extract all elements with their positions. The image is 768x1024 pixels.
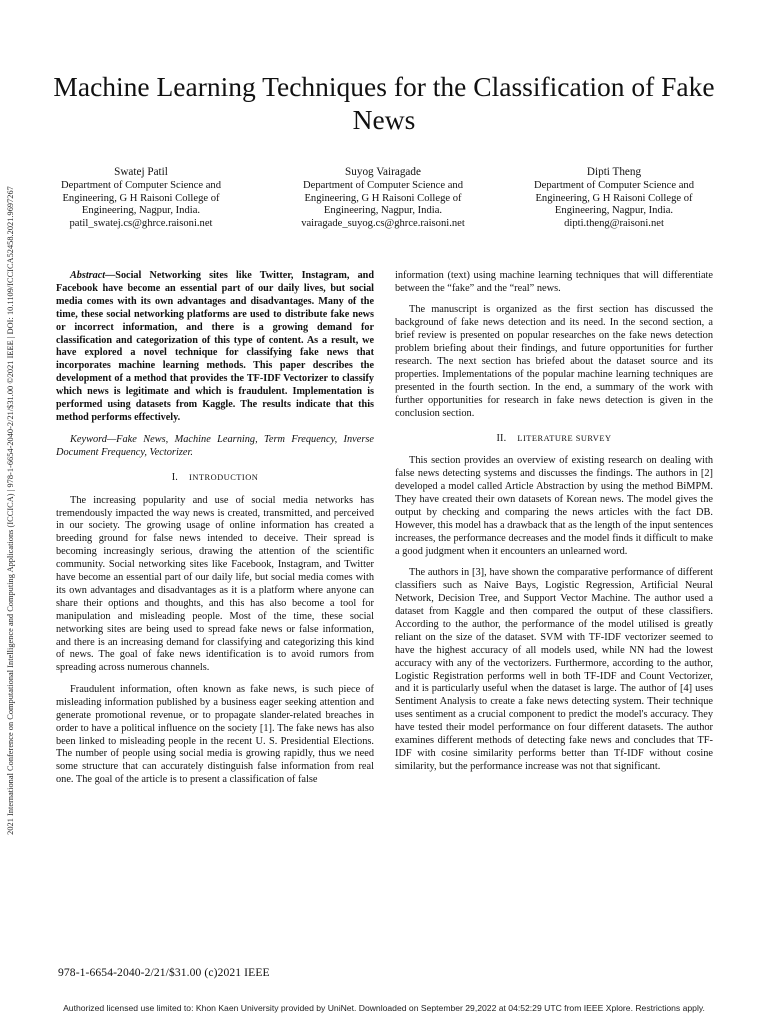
author-block [36, 166, 246, 231]
section-number: II. [496, 432, 507, 444]
paragraph: information (text) using machine learning techniques that will differentiate between the “fake” and the “real” news. [395, 270, 713, 294]
author-affiliation: Engineering, G H Raisoni College of [535, 192, 693, 204]
license-notice: Authorized licensed use limited to: Khon Kaen University provided by UniNet. Downloaded on September 29,2022 at 04:52:29 UTC from IEEE Xplore. Restrictions apply. [63, 1003, 705, 1013]
doi-sidebar-text: 2021 International Conference on Computational Intelligence and Computing Applications (ICCICA) | 978-1-6654-2040-2/21/$31.00 ©2021 IEEE | DOI: 10.1109/ICCICA52458.2021.9697267 [5, 185, 15, 835]
abstract-text: —Social Networking sites like Twitter, Instagram, and Facebook have become an essential part of our daily lives, but social media comes with its own advantages and disadvantages. Many of the time, these social networking platforms are used to distribute fake news or incorrect information, and there is a growing demand for classification and categorization of this type of content. As a result, we have explored a novel technique for classifying fake news that incorporates machine learning methods. This paper describes the development of a method that provides the TF-IDF Vectorizer to classify which news is legitimate and which is fraudulent. Implementation is performed using datasets from Kaggle. The results indicate that this method performs effectively. [56, 270, 374, 423]
paragraph: The increasing popularity and use of social media networks has tremendously impacted the way news is created, transmitted, and perceived in our society. The growing usage of online information has created a breeding ground for false news intended to deceive. Their spread is becoming increasingly serious, drawing the attention of the scientific community. Social networking sites like Facebook, Instagram, and Twitter have become an essential part of our daily life, but social media comes with its own advantages and disadvantages as it is a platform where anyone can share their options and thoughts, and this has also become a tool for manipulation and misleading people. Most of the time, these social networking sites are being used to spread fake news or false information, and there is an increasing demand for classifying and categorizing this kind of news. The goal of fake news identification is to avoid rumors from spreading across numerous channels. [56, 494, 374, 674]
abstract [56, 270, 374, 425]
doi-sidebar [2, 134, 18, 886]
author-affiliation: Engineering, G H Raisoni College of [304, 192, 462, 204]
paper-title: Machine Learning Techniques for the Classification of Fake News [53, 71, 715, 135]
section-title: LITERATURE SURVEY [517, 433, 612, 443]
author-affiliation: Department of Computer Science and [533, 179, 695, 191]
author-affiliation: Engineering, Nagpur, India. [554, 205, 674, 217]
left-column [56, 270, 374, 796]
section-number: I. [171, 471, 179, 483]
paragraph: Fraudulent information, often known as fake news, is such piece of misleading information published by a business eager seeking attention and generate promotional revenue, or to propagate slander-related breaches in order to have a political influence on the society [1]. The fake news has also been linked to misleading people in the recent U. S. Presidential Elections. The number of people using social media is growing rapidly, thus we need some structure that can accurately distinguish false information from real one. The goal of the article is to present a classification of false [56, 683, 374, 786]
author-affiliation: Engineering, Nagpur, India. [81, 205, 201, 217]
author-email: dipti.theng@raisoni.net [564, 218, 664, 230]
author-affiliation: Department of Computer Science and [60, 179, 222, 191]
paragraph: The authors in [3], have shown the comparative performance of different classifiers such as Naive Bays, Logistic Regression, Artificial Neural Network, Decision Tree, and Support Vector Machine. The author used a dataset from Kaggle and then compared the output of these classifiers. According to the author, the performance of the model utilised is greatly reliant on the size of the dataset. SVM with TF-IDF vectorizer seemed to have the highest accuracy of all models used, while NN had the lowest accuracy with any of the vectorizers. Furthermore, according to the author, Logistic Registration performs well in both TF-IDF and Count Vectorizer, and it is particularly useful when the dataset is large. The author of [4] uses Sentiment Analysis to create a fake news detecting system. Their technique uses sentiment as a crucial component to predict the model's accuracy. They have tested their model performance on four different datasets. The author examines different methods of detecting fake news and concludes that TF-IDF with cosine similarity performs better than Tf-IDF without cosine similarity, but the performance increase was not that significant. [395, 567, 713, 772]
copyright-footer: 978-1-6654-2040-2/21/$31.00 (c)2021 IEEE [58, 966, 270, 979]
author-affiliation: Department of Computer Science and [302, 179, 464, 191]
author-name: Suyog Vairagade [345, 166, 421, 178]
section-title: INTRODUCTION [189, 472, 259, 482]
right-column [395, 270, 713, 782]
author-block [509, 166, 719, 231]
author-affiliation: Engineering, G H Raisoni College of [62, 192, 220, 204]
author-affiliation: Engineering, Nagpur, India. [323, 205, 443, 217]
author-email: vairagade_suyog.cs@ghrce.raisoni.net [301, 218, 465, 230]
abstract-label: Abstract [70, 270, 106, 281]
paragraph: This section provides an overview of existing research on dealing with false news detecting systems and discusses the findings. The authors in [2] developed a model called Article Abstraction by using the method BiMPM. They have created their own datasets of Korean news. The model gives the output by checking and comparing the news articles with the fact DB. However, this model has a drawback that as the length of the input sentences increases, the performance decreases and the model finds it difficult to make a good judgment when it encounters an unlearned word. [395, 455, 713, 557]
author-email: patil_swatej.cs@ghrce.raisoni.net [69, 218, 213, 230]
section-heading-literature-survey [395, 433, 713, 446]
keywords: Keyword—Fake News, Machine Learning, Term Frequency, Inverse Document Frequency, Vectorizer. [56, 433, 374, 458]
section-heading-introduction [56, 472, 374, 485]
paragraph: The manuscript is organized as the first section has discussed the background of fake news detection and its need. In the second section, a brief review is presented on popular researches on the fake news detection problem briefing about their findings, and future opportunities for further research. The next section has briefed about the dataset source and its properties. Implementations of the popular machine learning techniques are presented in the fourth section. In the end, a summary of the work with further opportunities for research in fake news detection is given in the conclusion section. [395, 304, 713, 419]
author-name: Dipti Theng [586, 166, 642, 178]
author-block [278, 166, 488, 231]
author-name: Swatej Patil [114, 166, 168, 178]
